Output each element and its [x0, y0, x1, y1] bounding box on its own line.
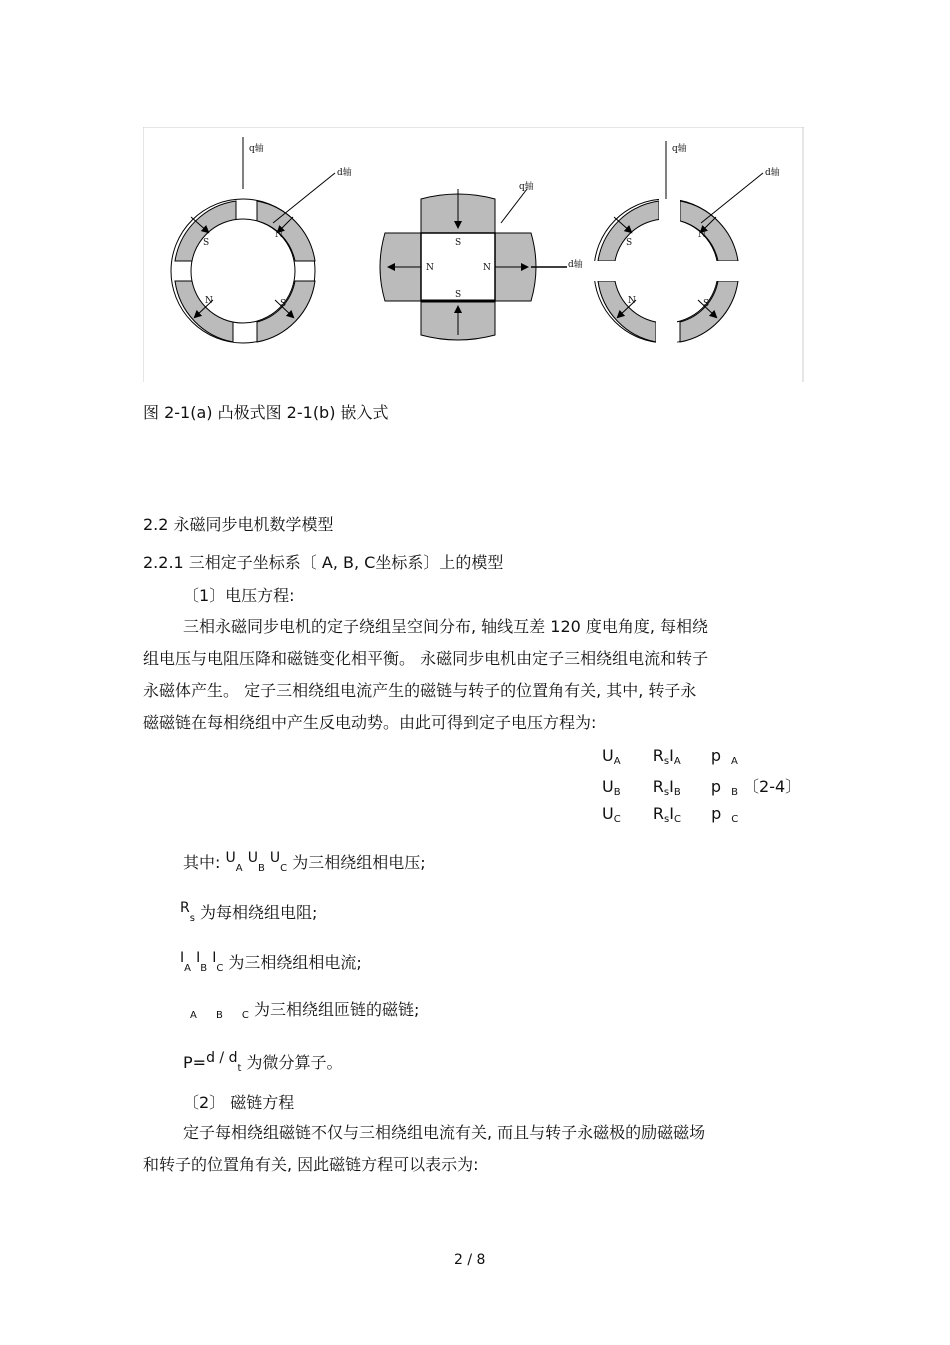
- motor-figure: [143, 127, 804, 382]
- svg-text:N: N: [275, 230, 283, 240]
- equation-number: 〔2-4〕: [743, 777, 802, 796]
- svg-text:d轴: d轴: [765, 168, 780, 178]
- svg-text:S: S: [203, 238, 210, 248]
- figure-caption: 图 2-1(a) 凸极式图 2-1(b) 嵌入式: [143, 403, 389, 422]
- equation-a: $U_A$ $R_sI_A$ p $_A$: [602, 746, 738, 767]
- svg-text:q轴: q轴: [672, 144, 687, 154]
- voltage-line-1: 三相永磁同步电机的定子绕组呈空间分布, 轴线互差 120 度电角度, 每相绕: [183, 617, 709, 636]
- svg-text:N: N: [426, 263, 434, 273]
- voltage-line-4: 磁磁链在每相绕组中产生反电动势。由此可得到定子电压方程为:: [143, 713, 597, 732]
- right-motor-diagram: [593, 141, 780, 345]
- voltage-line-3: 永磁体产生。 定子三相绕组电流产生的磁链与转子的位置角有关, 其中, 转子永: [143, 681, 697, 700]
- svg-text:q轴: q轴: [519, 182, 534, 192]
- svg-text:N: N: [483, 263, 491, 273]
- voltage-paragraph: [143, 611, 805, 739]
- equation-c: $U_C$ $R_sI_C$ p $_C$: [602, 804, 739, 825]
- svg-text:N: N: [698, 230, 706, 240]
- page-number: 2 / 8: [454, 1252, 486, 1268]
- definition-operator: $P=d / d_t$ 为微分算子。: [183, 1050, 343, 1074]
- definition-resistance: $R_s$ 为每相绕组电阻;: [180, 900, 318, 924]
- left-motor-diagram: [171, 137, 352, 343]
- section-heading: 2.2 永磁同步电机数学模型: [143, 515, 334, 534]
- svg-text:d轴: d轴: [568, 260, 583, 270]
- voltage-equation-title: 〔1〕电压方程:: [183, 586, 295, 605]
- svg-text:d轴: d轴: [337, 168, 352, 178]
- svg-text:N: N: [205, 296, 213, 306]
- definition-voltage: 其中: $U_A$ $U_B$ $U_C$ 为三相绕组相电压;: [183, 850, 426, 874]
- svg-text:q轴: q轴: [249, 144, 264, 154]
- svg-text:S: S: [703, 299, 710, 309]
- svg-text:S: S: [280, 299, 287, 309]
- middle-motor-diagram: [380, 180, 583, 340]
- svg-text:N: N: [628, 296, 636, 306]
- flux-line-2: 和转子的位置角有关, 因此磁链方程可以表示为:: [143, 1155, 479, 1174]
- equation-b: $U_B$ $R_sI_B$ p $_B$ 〔2-4〕: [602, 777, 802, 798]
- svg-text:S: S: [626, 238, 633, 248]
- svg-text:S: S: [455, 290, 462, 300]
- subsection-heading: 2.2.1 三相定子坐标系〔 A, B, C坐标系〕上的模型: [143, 553, 504, 572]
- flux-equation-title: 〔2〕 磁链方程: [183, 1093, 295, 1112]
- definition-flux: $_A$ $_B$ $_C$ 为三相绕组匝链的磁链;: [190, 1000, 420, 1021]
- flux-paragraph: [143, 1117, 805, 1181]
- definition-current: $I_A$ $I_B$ $I_C$ 为三相绕组相电流;: [180, 950, 362, 974]
- flux-line-1: 定子每相绕组磁链不仅与三相绕组电流有关, 而且与转子永磁极的励磁磁场: [183, 1123, 706, 1142]
- voltage-line-2: 组电压与电阻压降和磁链变化相平衡。 永磁同步电机由定子三相绕组电流和转子: [143, 649, 709, 668]
- svg-text:S: S: [455, 238, 462, 248]
